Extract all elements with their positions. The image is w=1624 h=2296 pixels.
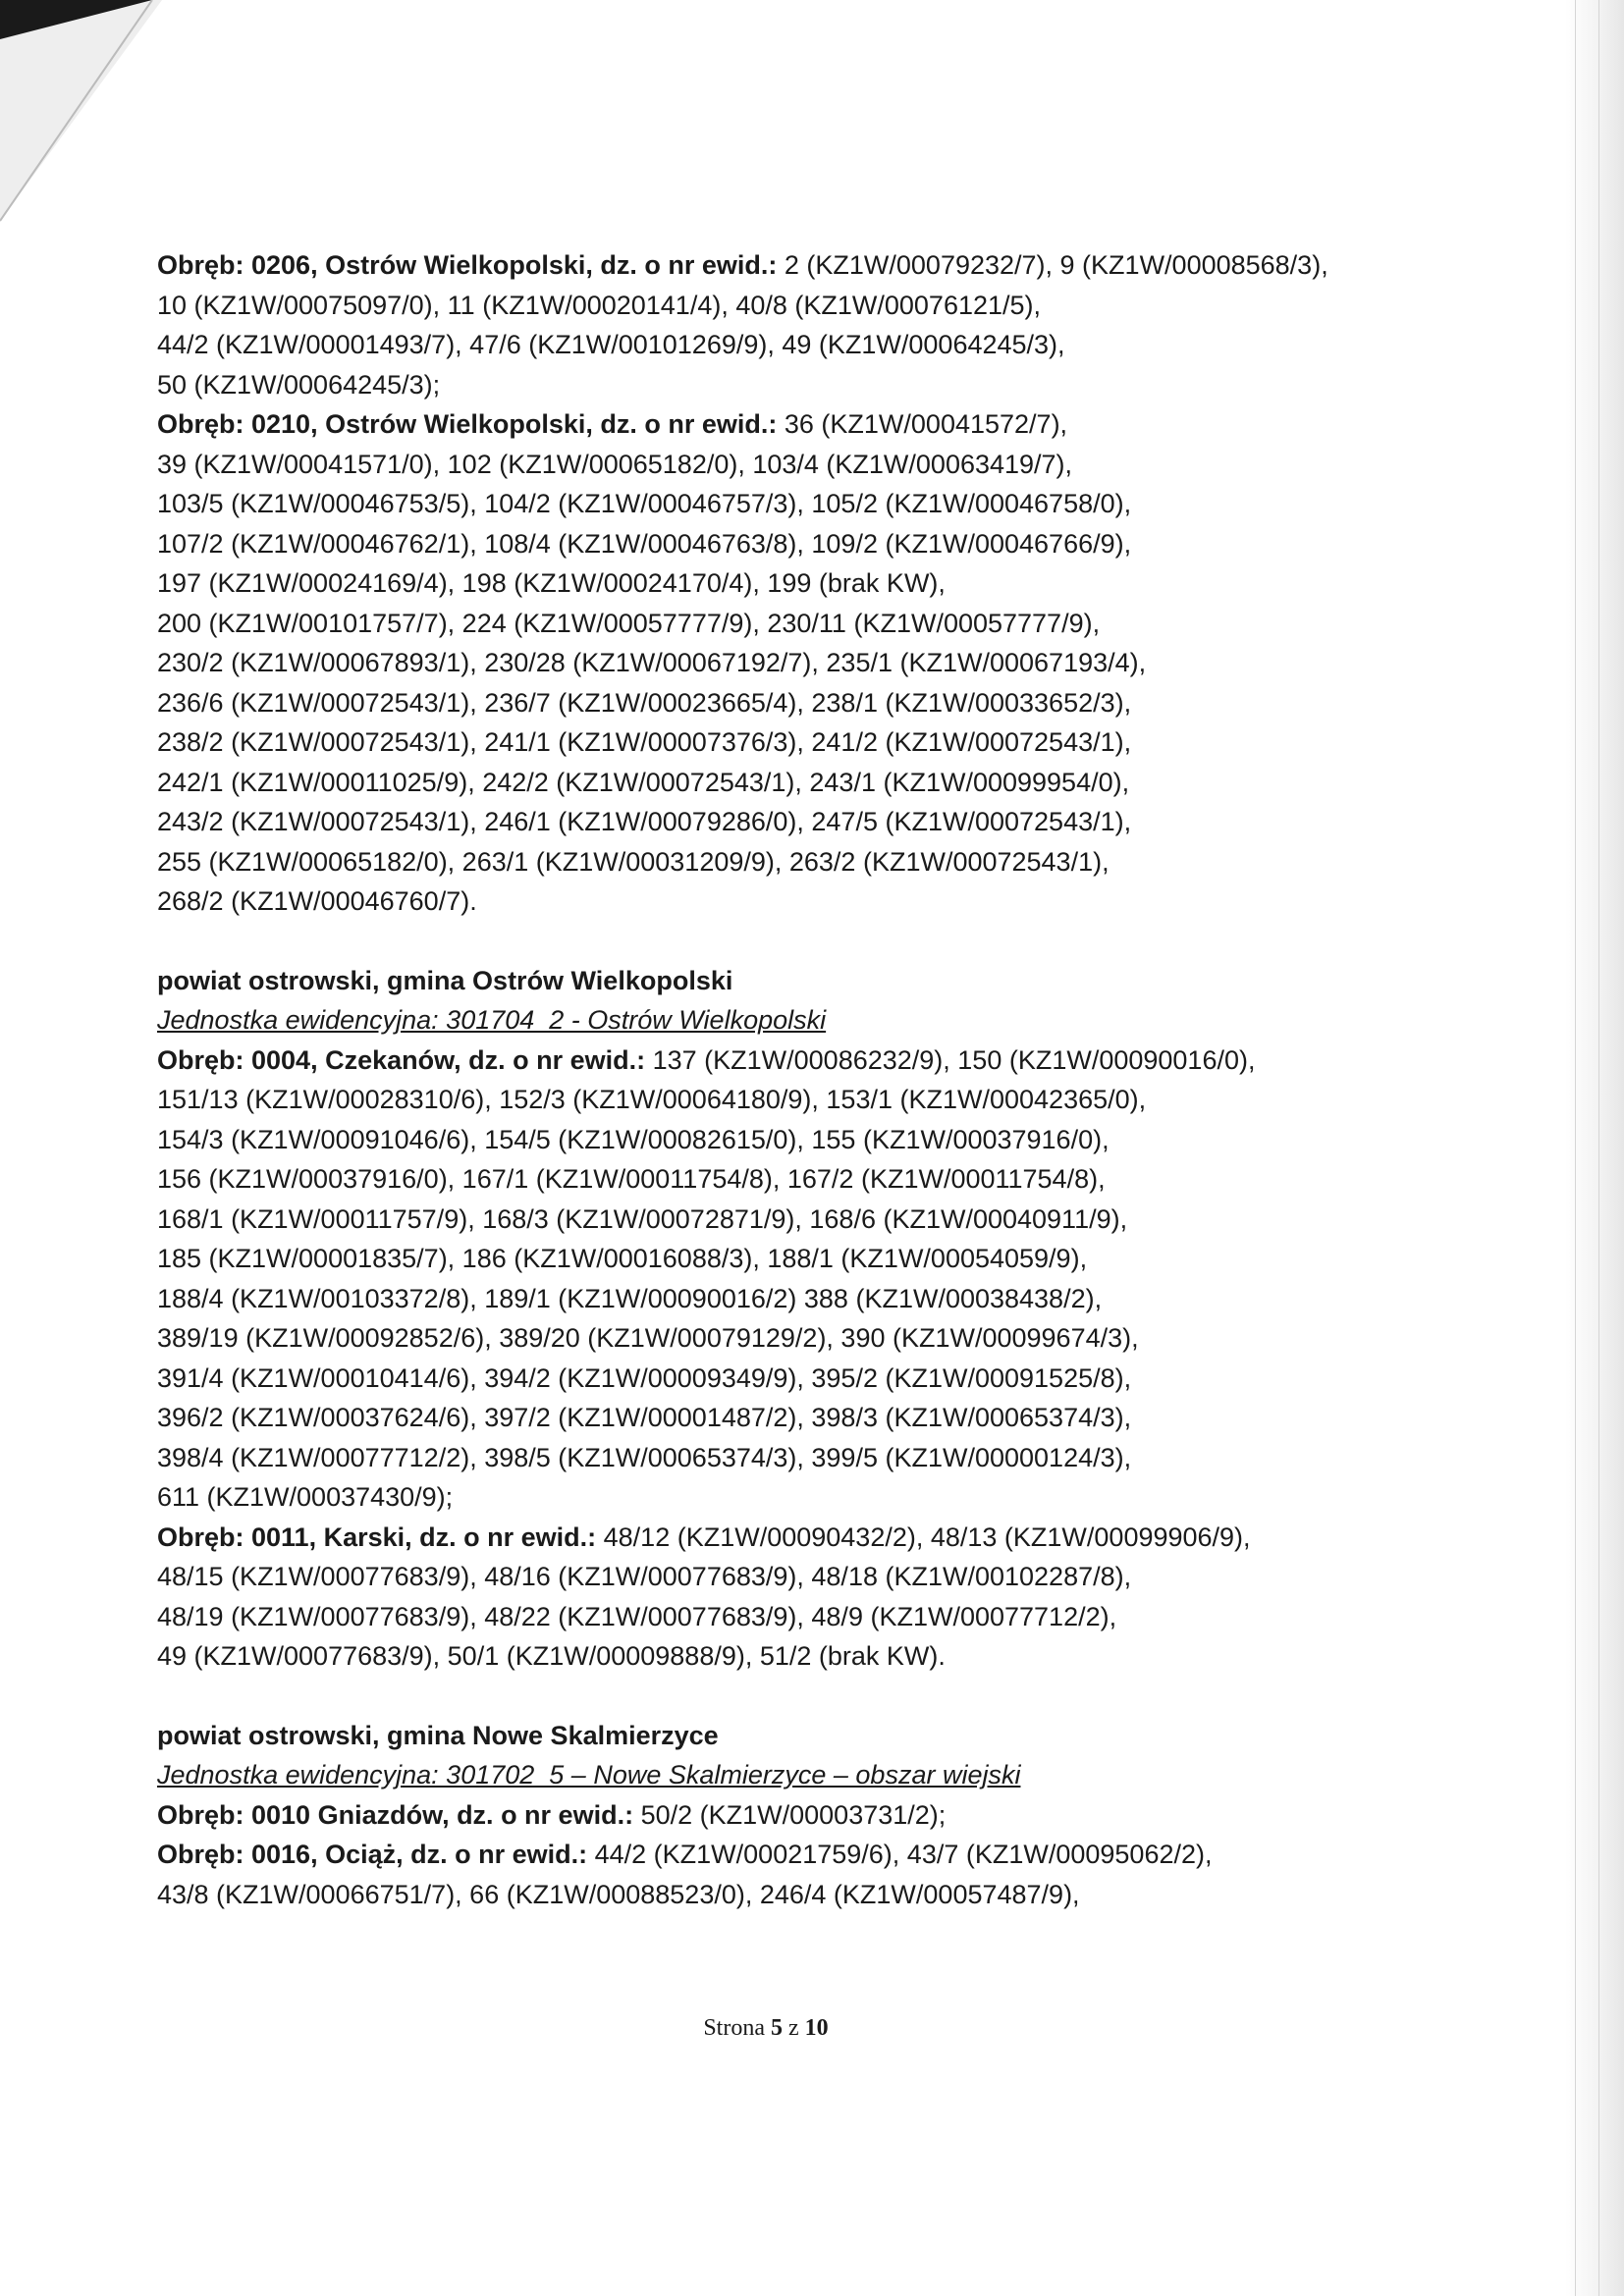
- obreb-label: Obręb: 0011, Karski, dz. o nr ewid.:: [157, 1522, 597, 1552]
- parcel-line: 389/19 (KZ1W/00092852/6), 389/20 (KZ1W/00079129/2), 390 (KZ1W/00099674/3),: [157, 1323, 1139, 1353]
- parcel-line: Obręb: 0210, Ostrów Wielkopolski, dz. o nr ewid.: 36 (KZ1W/00041572/7),: [157, 409, 1068, 439]
- parcel-block-0011: [157, 1518, 1434, 1677]
- parcel-line: 230/2 (KZ1W/00067893/1), 230/28 (KZ1W/00067192/7), 235/1 (KZ1W/00067193/4),: [157, 648, 1147, 677]
- parcel-line: 48/15 (KZ1W/00077683/9), 48/16 (KZ1W/00077683/9), 48/18 (KZ1W/00102287/8),: [157, 1562, 1132, 1591]
- obreb-label: Obręb: 0016, Ociąż, dz. o nr ewid.:: [157, 1840, 588, 1869]
- parcel-block-0010: [157, 1795, 1434, 1836]
- obreb-label: Obręb: 0206, Ostrów Wielkopolski, dz. o nr ewid.:: [157, 250, 778, 280]
- parcel-line: Obręb: 0206, Ostrów Wielkopolski, dz. o nr ewid.: 2 (KZ1W/00079232/7), 9 (KZ1W/00008568/3),: [157, 250, 1328, 280]
- parcel-block-0206: [157, 245, 1434, 404]
- obreb-label: Obręb: 0210, Ostrów Wielkopolski, dz. o nr ewid.:: [157, 409, 778, 439]
- parcel-line: 268/2 (KZ1W/00046760/7).: [157, 886, 477, 916]
- parcel-block-0210: [157, 404, 1434, 922]
- page-total: 10: [804, 2015, 829, 2041]
- parcel-line: 242/1 (KZ1W/00011025/9), 242/2 (KZ1W/00072543/1), 243/1 (KZ1W/00099954/0),: [157, 767, 1130, 797]
- parcel-line: 238/2 (KZ1W/00072543/1), 241/1 (KZ1W/00007376/3), 241/2 (KZ1W/00072543/1),: [157, 727, 1132, 757]
- parcel-line: 156 (KZ1W/00037916/0), 167/1 (KZ1W/00011754/8), 167/2 (KZ1W/00011754/8),: [157, 1164, 1106, 1194]
- parcel-line: Obręb: 0016, Ociąż, dz. o nr ewid.: 44/2 (KZ1W/00021759/6), 43/7 (KZ1W/00095062/2),: [157, 1840, 1213, 1869]
- parcel-line: 396/2 (KZ1W/00037624/6), 397/2 (KZ1W/00001487/2), 398/3 (KZ1W/00065374/3),: [157, 1403, 1132, 1432]
- parcel-line: 39 (KZ1W/00041571/0), 102 (KZ1W/00065182/0), 103/4 (KZ1W/00063419/7),: [157, 449, 1073, 479]
- obreb-label: Obręb: 0010 Gniazdów, dz. o nr ewid.:: [157, 1799, 634, 1830]
- parcel-line: 49 (KZ1W/00077683/9), 50/1 (KZ1W/00009888/9), 51/2 (brak KW).: [157, 1641, 946, 1671]
- parcel-line: 103/5 (KZ1W/00046753/5), 104/2 (KZ1W/00046757/3), 105/2 (KZ1W/00046758/0),: [157, 489, 1132, 518]
- document-body: [157, 245, 1434, 1914]
- parcel-line: Obręb: 0011, Karski, dz. o nr ewid.: 48/12 (KZ1W/00090432/2), 48/13 (KZ1W/00099906/9),: [157, 1522, 1251, 1552]
- parcel-line: 391/4 (KZ1W/00010414/6), 394/2 (KZ1W/00009349/9), 395/2 (KZ1W/00091525/8),: [157, 1362, 1132, 1393]
- registry-unit: Jednostka ewidencyjna: 301704_2 - Ostrów Wielkopolski: [157, 1005, 827, 1035]
- parcel-line: 188/4 (KZ1W/00103372/8), 189/1 (KZ1W/00090016/2) 388 (KZ1W/00038438/2),: [157, 1283, 1103, 1313]
- section-heading: powiat ostrowski, gmina Nowe Skalmierzyce: [157, 1720, 719, 1750]
- section-nowe-skalmierzyce: [157, 1716, 1434, 1795]
- parcel-block-0016: [157, 1835, 1434, 1914]
- parcel-line: 255 (KZ1W/00065182/0), 263/1 (KZ1W/00031209/9), 263/2 (KZ1W/00072543/1),: [157, 846, 1110, 877]
- parcel-line: 611 (KZ1W/00037430/9);: [157, 1482, 454, 1512]
- parcel-line: 43/8 (KZ1W/00066751/7), 66 (KZ1W/00088523/0), 246/4 (KZ1W/00057487/9),: [157, 1879, 1080, 1909]
- parcel-line: 50 (KZ1W/00064245/3);: [157, 369, 441, 400]
- parcel-line: Obręb: 0010 Gniazdów, dz. o nr ewid.: 50/2 (KZ1W/00003731/2);: [157, 1799, 947, 1830]
- parcel-line: 10 (KZ1W/00075097/0), 11 (KZ1W/00020141/4), 40/8 (KZ1W/00076121/5),: [157, 290, 1042, 320]
- page-of: z: [788, 2015, 799, 2041]
- parcel-line: 44/2 (KZ1W/00001493/7), 47/6 (KZ1W/00101269/9), 49 (KZ1W/00064245/3),: [157, 330, 1065, 359]
- parcel-line: 398/4 (KZ1W/00077712/2), 398/5 (KZ1W/00065374/3), 399/5 (KZ1W/00000124/3),: [157, 1442, 1132, 1472]
- parcel-line: Obręb: 0004, Czekanów, dz. o nr ewid.: 137 (KZ1W/00086232/9), 150 (KZ1W/00090016/0),: [157, 1044, 1256, 1075]
- parcel-line: 243/2 (KZ1W/00072543/1), 246/1 (KZ1W/00079286/0), 247/5 (KZ1W/00072543/1),: [157, 807, 1132, 836]
- parcel-line: 107/2 (KZ1W/00046762/1), 108/4 (KZ1W/00046763/8), 109/2 (KZ1W/00046766/9),: [157, 528, 1132, 559]
- page-label: Strona: [703, 2015, 765, 2041]
- obreb-label: Obręb: 0004, Czekanów, dz. o nr ewid.:: [157, 1044, 646, 1075]
- folded-corner-graphic: [0, 0, 167, 226]
- parcel-line: 185 (KZ1W/00001835/7), 186 (KZ1W/00016088/3), 188/1 (KZ1W/00054059/9),: [157, 1244, 1088, 1273]
- section-heading: powiat ostrowski, gmina Ostrów Wielkopolski: [157, 965, 733, 995]
- parcel-line: 236/6 (KZ1W/00072543/1), 236/7 (KZ1W/00023665/4), 238/1 (KZ1W/00033652/3),: [157, 687, 1132, 718]
- parcel-line: 197 (KZ1W/00024169/4), 198 (KZ1W/00024170/4), 199 (brak KW),: [157, 568, 946, 598]
- parcel-line: 168/1 (KZ1W/00011757/9), 168/3 (KZ1W/00072871/9), 168/6 (KZ1W/00040911/9),: [157, 1203, 1128, 1234]
- parcel-line: 154/3 (KZ1W/00091046/6), 154/5 (KZ1W/00082615/0), 155 (KZ1W/00037916/0),: [157, 1124, 1110, 1154]
- parcel-line: 151/13 (KZ1W/00028310/6), 152/3 (KZ1W/00064180/9), 153/1 (KZ1W/00042365/0),: [157, 1085, 1147, 1114]
- parcel-block-0004: [157, 1041, 1434, 1518]
- section-ostrow-wielkopolski: [157, 961, 1434, 1041]
- page-number: 5: [771, 2015, 783, 2041]
- parcel-line: 48/19 (KZ1W/00077683/9), 48/22 (KZ1W/00077683/9), 48/9 (KZ1W/00077712/2),: [157, 1601, 1117, 1631]
- parcel-line: 200 (KZ1W/00101757/7), 224 (KZ1W/00057777/9), 230/11 (KZ1W/00057777/9),: [157, 608, 1101, 638]
- registry-unit: Jednostka ewidencyjna: 301702_5 – Nowe Skalmierzyce – obszar wiejski: [157, 1760, 1021, 1789]
- scanned-page-edge: [1565, 0, 1624, 2296]
- page-footer: [0, 2015, 1532, 2042]
